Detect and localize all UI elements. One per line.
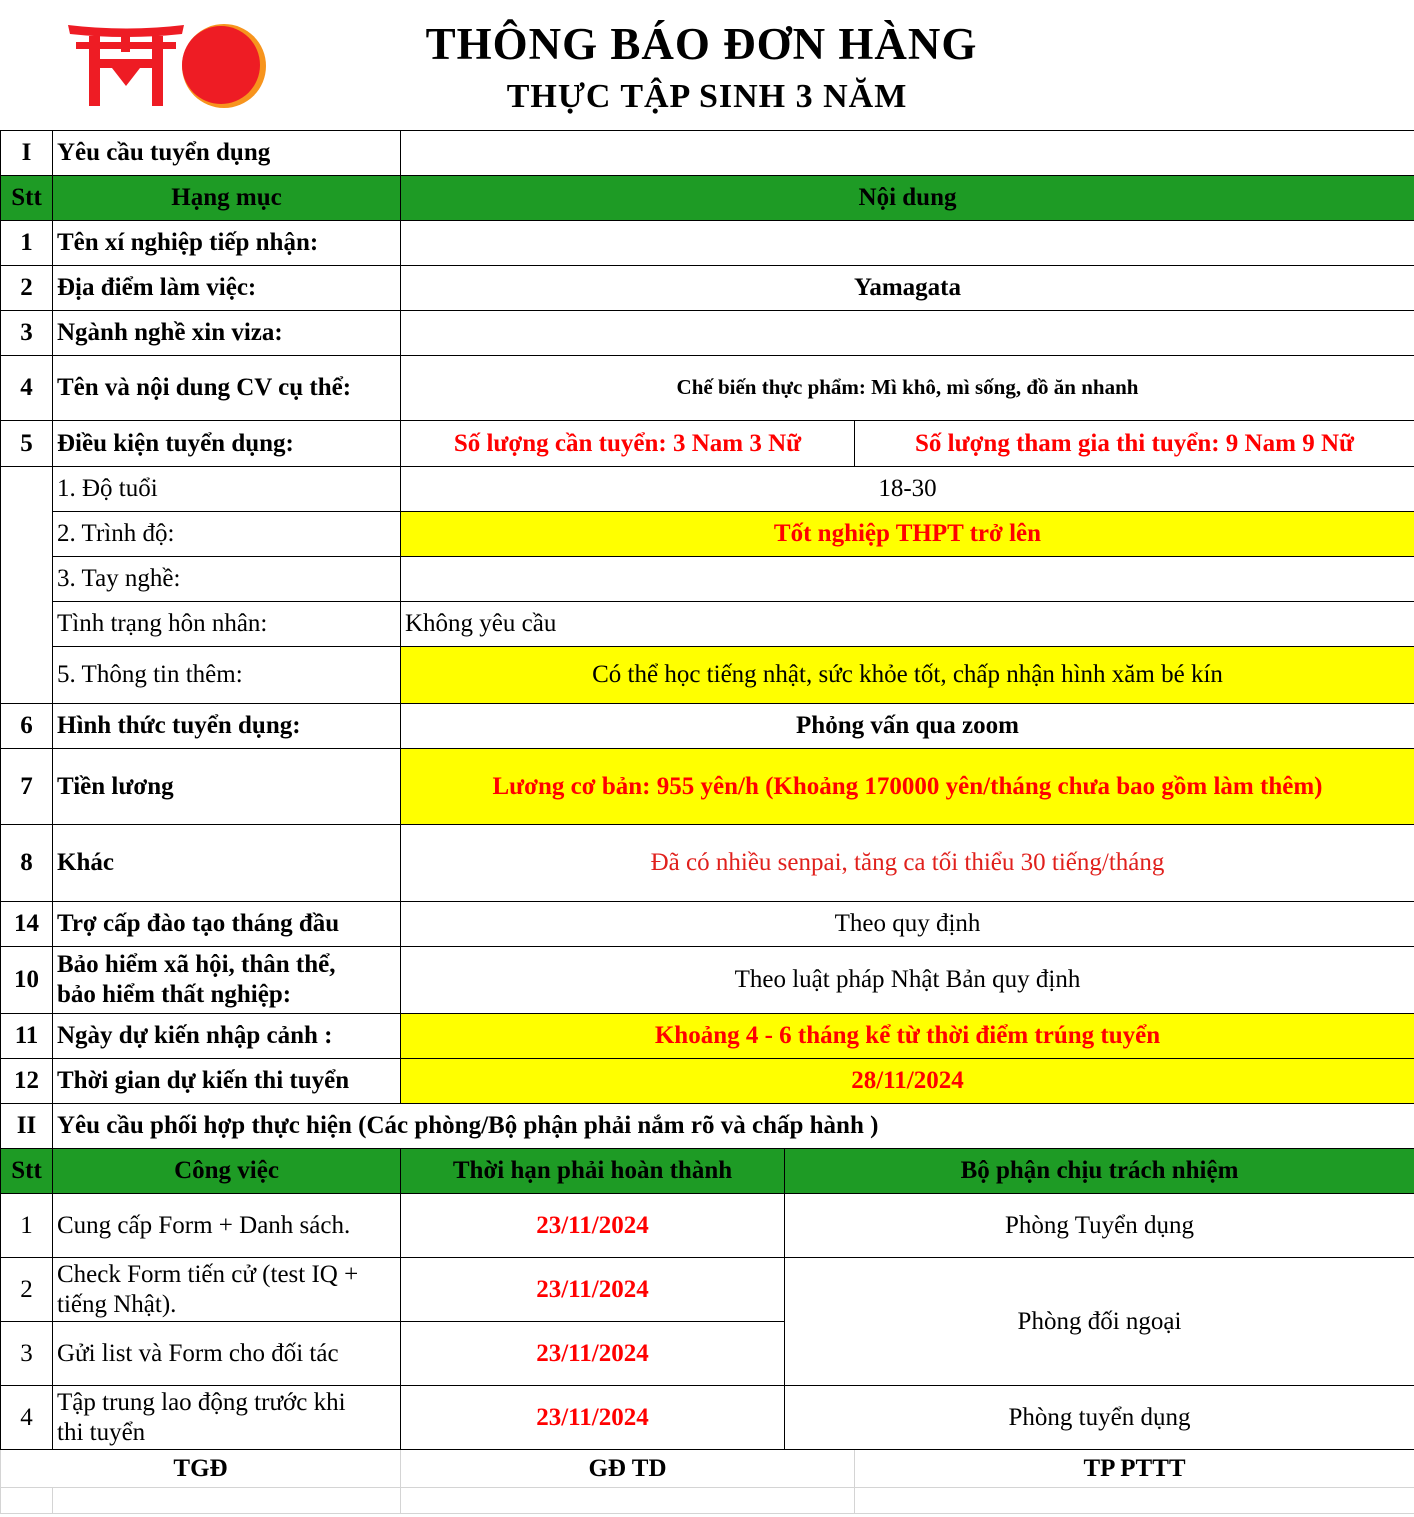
table-header-row: [1, 176, 1414, 221]
task-name-line: Gửi list và Form cho đối tác: [57, 1339, 339, 1367]
row-value: Khoảng 4 - 6 tháng kể từ thời điểm trúng tuyển: [401, 1014, 1414, 1059]
row-stt: 8: [1, 825, 53, 902]
empty-cell: [53, 1488, 401, 1514]
task-name-line: Check Form tiến cử (test IQ +: [57, 1260, 359, 1288]
table-row: [1, 266, 1414, 311]
row-stt: 14: [1, 902, 53, 947]
row-label: 3. Tay nghề:: [53, 557, 401, 602]
row-label: Tên và nội dung CV cụ thể:: [53, 356, 401, 421]
task-row: [1, 1258, 1414, 1322]
task-name: [53, 1386, 401, 1450]
task-deadline: 23/11/2024: [401, 1386, 785, 1450]
table-row: [1, 421, 1414, 467]
header-stt: Stt: [1, 1149, 53, 1194]
row-label: Thời gian dự kiến thi tuyển: [53, 1059, 401, 1104]
row-stt: 3: [1, 311, 53, 356]
section-number: II: [1, 1104, 53, 1149]
table-row: [1, 825, 1414, 902]
task-name: [53, 1322, 401, 1386]
empty-cell: [401, 131, 1414, 176]
section-number: I: [1, 131, 53, 176]
header-category: Hạng mục: [53, 176, 401, 221]
empty-cell: [855, 1488, 1414, 1514]
section-label: Yêu cầu phối hợp thực hiện (Các phòng/Bộ phận phải nắm rõ và chấp hành ): [53, 1104, 1414, 1149]
task-department: Phòng tuyển dụng: [785, 1386, 1414, 1450]
row-value: Có thể học tiếng nhật, sức khỏe tốt, chấp nhận hình xăm bé kín: [401, 647, 1414, 704]
row-value: Yamagata: [401, 266, 1414, 311]
document-header: [0, 0, 1413, 130]
row-label: Trợ cấp đào tạo tháng đầu: [53, 902, 401, 947]
order-table: [0, 130, 1414, 1514]
task-name-line: Tập trung lao động trước khi: [57, 1388, 346, 1416]
table-header-row: [1, 1149, 1414, 1194]
header-deadline: Thời hạn phải hoàn thành: [401, 1149, 785, 1194]
row-value: [401, 221, 1414, 266]
row-stt: 6: [1, 704, 53, 749]
task-name: [53, 1194, 401, 1258]
row-label: Hình thức tuyển dụng:: [53, 704, 401, 749]
row-value: Không yêu cầu: [401, 602, 1414, 647]
task-name: [53, 1258, 401, 1322]
table-row: [1, 467, 1414, 512]
table-row: [1, 512, 1414, 557]
row-label: Điều kiện tuyển dụng:: [53, 421, 401, 467]
row-value: Chế biến thực phẩm: Mì khô, mì sống, đồ ăn nhanh: [401, 356, 1414, 421]
row-value: Tốt nghiệp THPT trở lên: [401, 512, 1414, 557]
task-row: [1, 1386, 1414, 1450]
row-label: Khác: [53, 825, 401, 902]
row-stt: 5: [1, 421, 53, 467]
row-label: Tiền lương: [53, 749, 401, 825]
header-content: Nội dung: [401, 176, 1414, 221]
table-row: [1, 704, 1414, 749]
salary-value: Lương cơ bản: 955 yên/h (Khoảng 170000 yên/tháng chưa bao gồm làm thêm): [401, 749, 1414, 825]
exam-date: 28/11/2024: [401, 1059, 1414, 1104]
row-label: 5. Thông tin thêm:: [53, 647, 401, 704]
row-stt: 1: [1, 221, 53, 266]
table-row: [1, 749, 1414, 825]
table-row: [1, 902, 1414, 947]
page-title: THÔNG BÁO ĐƠN HÀNG: [425, 19, 978, 69]
blank-row: [1, 1488, 1414, 1514]
table-row: [1, 557, 1414, 602]
row-stt: 7: [1, 749, 53, 825]
signature-row: [1, 1450, 1414, 1488]
task-name-line: thi tuyển: [57, 1418, 146, 1446]
row-stt: 4: [1, 356, 53, 421]
row-label: Tình trạng hôn nhân:: [53, 602, 401, 647]
row-label: 2. Trình độ:: [53, 512, 401, 557]
section-label: Yêu cầu tuyển dụng: [53, 131, 401, 176]
empty-cell: [1, 467, 53, 704]
row-value: Phỏng vấn qua zoom: [401, 704, 1414, 749]
task-stt: 1: [1, 1194, 53, 1258]
header-department: Bộ phận chịu trách nhiệm: [785, 1149, 1414, 1194]
exam-quantity: Số lượng tham gia thi tuyển: 9 Nam 9 Nữ: [855, 421, 1414, 467]
task-stt: 3: [1, 1322, 53, 1386]
task-stt: 4: [1, 1386, 53, 1450]
empty-cell: [401, 1488, 855, 1514]
row-label-line: Bảo hiểm xã hội, thân thể,: [57, 951, 336, 978]
header-stt: Stt: [1, 176, 53, 221]
required-quantity: Số lượng cần tuyển: 3 Nam 3 Nữ: [401, 421, 855, 467]
page-subtitle: THỰC TẬP SINH 3 NĂM: [506, 78, 908, 115]
empty-cell: [1, 1488, 53, 1514]
row-label: Ngày dự kiến nhập cảnh :: [53, 1014, 401, 1059]
row-label-line: bảo hiểm thất nghiệp:: [57, 981, 292, 1008]
table-row: [1, 647, 1414, 704]
signature-recruitment-director: GĐ TD: [401, 1450, 855, 1488]
row-stt: 12: [1, 1059, 53, 1104]
row-value: Theo quy định: [401, 902, 1414, 947]
table-row: [1, 947, 1414, 1014]
task-deadline: 23/11/2024: [401, 1322, 785, 1386]
row-value: Theo luật pháp Nhật Bản quy định: [401, 947, 1414, 1014]
task-name-line: Cung cấp Form + Danh sách.: [57, 1211, 351, 1239]
row-label: [53, 947, 401, 1014]
signature-ceo: TGĐ: [1, 1450, 401, 1488]
table-row: [1, 311, 1414, 356]
row-label: Tên xí nghiệp tiếp nhận:: [53, 221, 401, 266]
task-deadline: 23/11/2024: [401, 1258, 785, 1322]
section-2-row: [1, 1104, 1414, 1149]
row-value: Đã có nhiều senpai, tăng ca tối thiểu 30 tiếng/tháng: [401, 825, 1414, 902]
table-row: [1, 356, 1414, 421]
row-label: 1. Độ tuổi: [53, 467, 401, 512]
row-label: Địa điểm làm việc:: [53, 266, 401, 311]
row-value: 18-30: [401, 467, 1414, 512]
row-stt: 10: [1, 947, 53, 1014]
table-row: [1, 221, 1414, 266]
table-row: [1, 1014, 1414, 1059]
task-stt: 2: [1, 1258, 53, 1322]
signature-department-head: TP PTTT: [855, 1450, 1414, 1488]
table-row: [1, 602, 1414, 647]
task-name-line: tiếng Nhật).: [57, 1290, 177, 1318]
row-stt: 2: [1, 266, 53, 311]
row-label: Ngành nghề xin viza:: [53, 311, 401, 356]
row-stt: 11: [1, 1014, 53, 1059]
task-deadline: 23/11/2024: [401, 1194, 785, 1258]
task-row: [1, 1194, 1414, 1258]
task-department: Phòng Tuyển dụng: [785, 1194, 1414, 1258]
section-1-row: [1, 131, 1414, 176]
header-task: Công việc: [53, 1149, 401, 1194]
table-row: [1, 1059, 1414, 1104]
row-value: [401, 311, 1414, 356]
row-value: [401, 557, 1414, 602]
task-department: Phòng đối ngoại: [785, 1258, 1414, 1386]
